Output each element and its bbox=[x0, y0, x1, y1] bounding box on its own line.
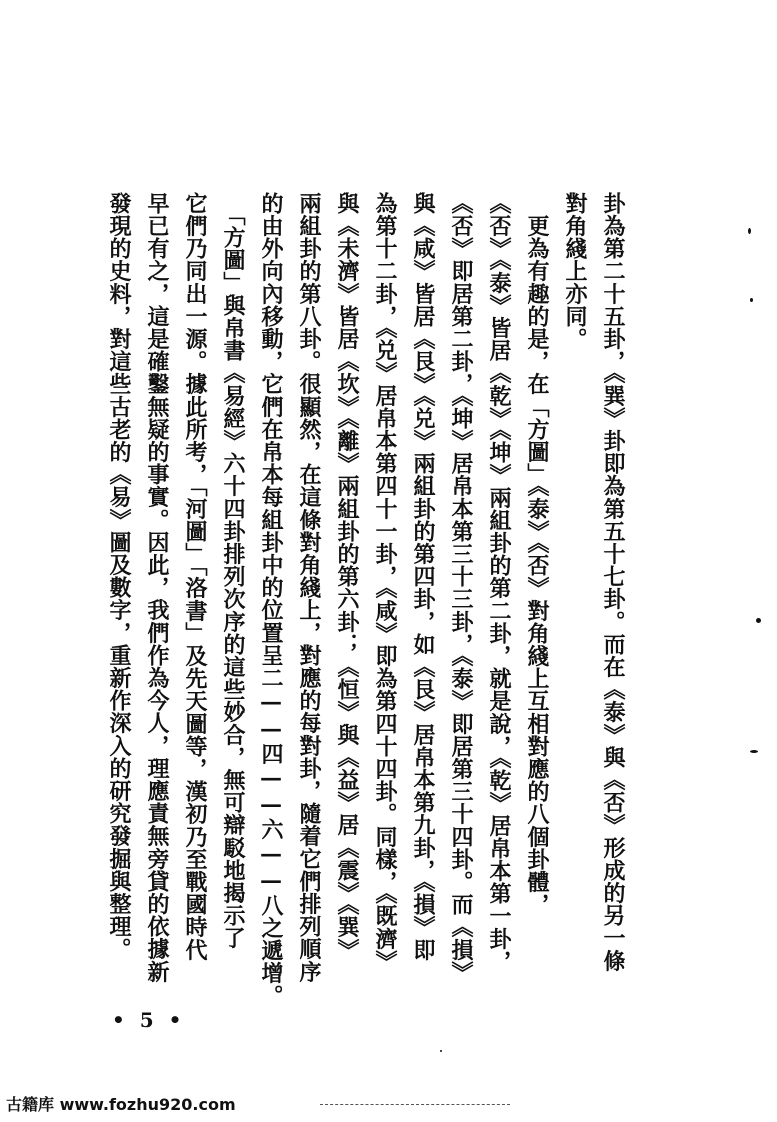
text-column-4: 《否》《泰》皆居《乾》《坤》兩組卦的第二卦，就是說，《乾》居帛本第一卦， bbox=[486, 192, 512, 973]
text-column-14: 發現的史料，對這些古老的《易》圖及數字，重新作深入的研究發掘與整理。 bbox=[106, 192, 132, 961]
page-number: • 5 • bbox=[112, 1008, 186, 1032]
text-column-8: 與《未濟》皆居《坎》《離》兩組卦的第六卦；《恒》與《益》居《震》《巽》 bbox=[334, 192, 360, 961]
text-column-3: 更為有趣的是，在「方圖」《泰》《否》對角綫上互相對應的八個卦體， bbox=[524, 192, 550, 916]
text-column-12: 它們乃同出一源。據此所考，「河圖」「洛書」及先天圖等，漢初乃至戰國時代 bbox=[182, 192, 208, 961]
scan-speck bbox=[750, 298, 753, 302]
watermark-text: 古籍库 www.fozhu920.com bbox=[6, 1095, 236, 1114]
text-column-6: 與《咸》皆居《艮》《兑》兩組卦的第四卦，如《艮》居帛本第九卦，《損》即 bbox=[410, 192, 436, 961]
scan-speck bbox=[748, 228, 751, 234]
text-column-11: 「方圖」與帛書《易經》六十四卦排列次序的這些妙合，無可辯駁地揭示了 bbox=[220, 192, 246, 950]
text-column-5: 《否》即居第二卦，《坤》居帛本第三十三卦，《泰》即居第三十四卦。而《損》 bbox=[448, 192, 474, 984]
scan-speck bbox=[440, 1050, 442, 1052]
scan-speck bbox=[756, 618, 761, 623]
text-column-13: 早已有之，這是確鑿無疑的事實。因此，我們作為今人，理應責無旁貸的依據新 bbox=[144, 192, 170, 983]
text-column-1: 卦為第二十五卦，《巽》卦即為第五十七卦。而在《泰》與《否》形成的另一條 bbox=[600, 192, 626, 972]
text-column-2: 對角綫上亦同。 bbox=[562, 192, 588, 351]
text-column-7: 為第十二卦，《兑》居帛本第四十一卦，《咸》即為第四十四卦。同樣，《既濟》 bbox=[372, 192, 398, 973]
text-column-9: 兩組卦的第八卦。很顯然，在這條對角綫上，對應的每對卦，隨着它們排列順序 bbox=[296, 192, 322, 983]
text-column-10: 的由外向內移動，它們在帛本每組卦中的位置呈二——四——六——八之遞增。 bbox=[258, 192, 284, 1007]
scan-dash-line bbox=[320, 1104, 510, 1105]
scan-speck bbox=[750, 750, 758, 753]
